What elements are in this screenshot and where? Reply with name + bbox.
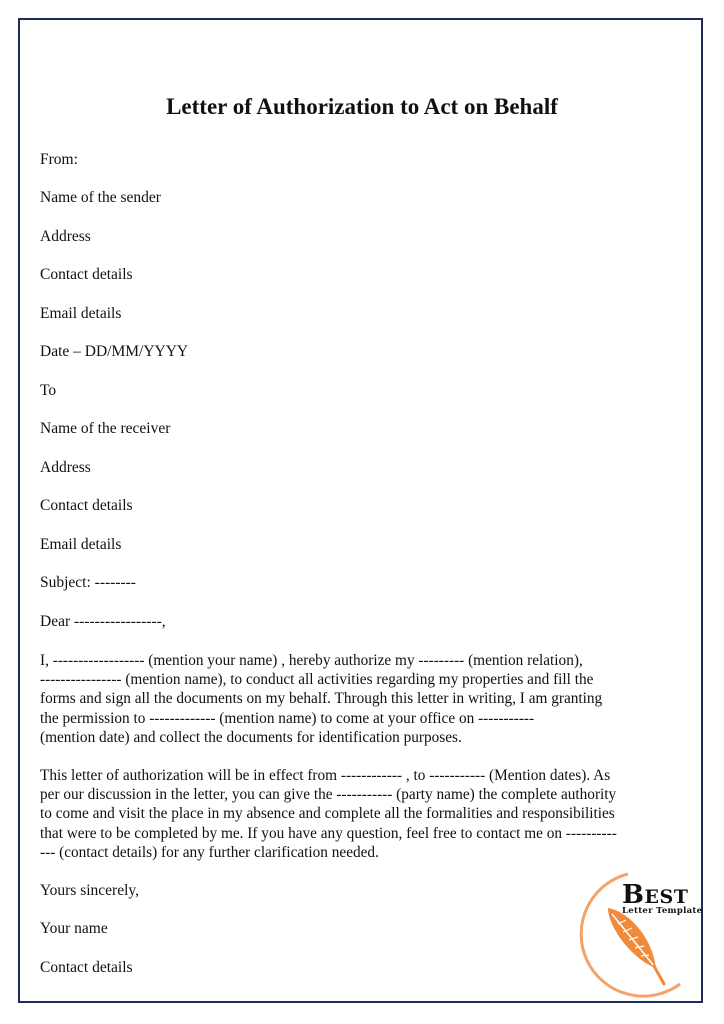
body-paragraph-2: This letter of authorization will be in effect from ------------ , to ----------- (Mention dates). As per our discussion in the letter, you can give the ----------- (party name) the complete authority to come and visit the place in my absence and complete all the formalities and responsibilities that were to be completed by me. If you have any question, feel free to contact me on ---------- --- (contact details) for any further clarification needed. [40, 767, 617, 861]
document-title: Letter of Authorization to Act on Behalf [166, 94, 558, 119]
sender-contact: Contact details [40, 266, 133, 283]
sender-address: Address [40, 228, 91, 245]
letter-date: Date – DD/MM/YYYY [40, 343, 189, 360]
from-label: From: [40, 151, 78, 168]
receiver-address: Address [40, 459, 91, 476]
to-label: To [40, 382, 57, 399]
logo-subtitle: Letter Template [622, 906, 703, 916]
logo-rest-letters: EST [644, 886, 689, 908]
logo-first-letter: B [622, 880, 645, 910]
receiver-name: Name of the receiver [40, 420, 171, 437]
sender-name: Name of the sender [40, 189, 161, 206]
body-paragraph-1: I, ------------------ (mention your name) , hereby authorize my --------- (mention relation), ---------------- (mention name), to conduct all activities regarding my properties and fill the forms and sign all the documents on my behalf. Through this letter in writing, I am granting the permission to ------------- (mention name) to come at your office on ----------- (mention date) and collect the documents for identification purposes. [40, 652, 603, 746]
signature-contact: Contact details [40, 959, 133, 976]
salutation: Dear -----------------, [40, 613, 166, 630]
subject-line: Subject: -------- [40, 574, 136, 591]
sender-email: Email details [40, 305, 122, 322]
closing: Yours sincerely, [40, 882, 140, 899]
signature-name: Your name [40, 920, 108, 937]
receiver-email: Email details [40, 536, 122, 553]
receiver-contact: Contact details [40, 497, 133, 514]
